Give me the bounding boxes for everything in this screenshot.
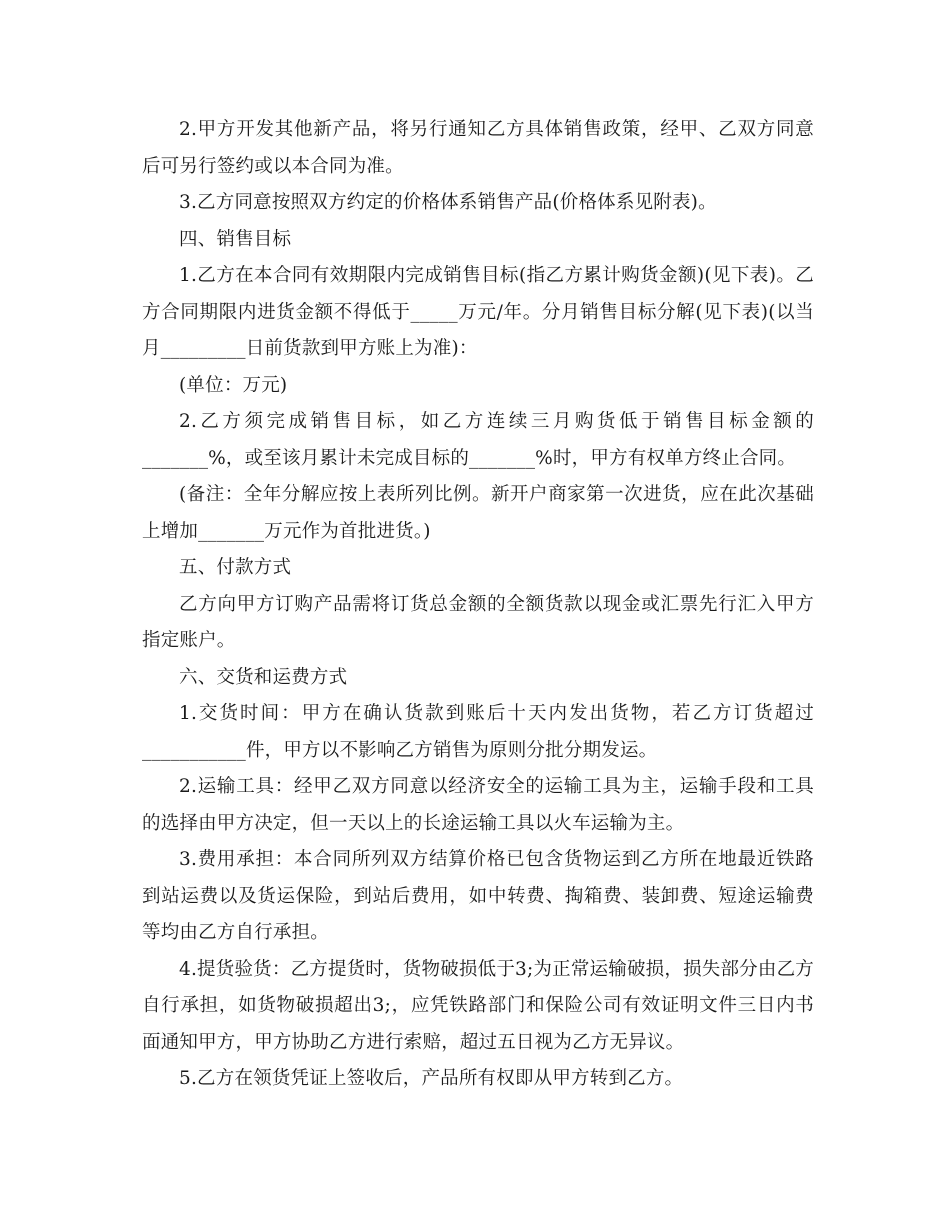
paragraph-sales-target-1: 1.乙方在本合同有效期限内完成销售目标(指乙方累计购货金额)(见下表)。乙方合同期限内进货金额不得低于_____万元/年。分月销售目标分解(见下表)(以当月_________日前货款到甲方账上为准)：	[142, 265, 814, 359]
paragraph-sales-target-2: 2.乙方须完成销售目标，如乙方连续三月购货低于销售目标金额的_______%，或至该月累计未完成目标的_______%时，甲方有权单方终止合同。	[142, 411, 814, 469]
paragraph-inspection: 4.提货验货：乙方提货时，货物破损低于3;为正常运输破损，损失部分由乙方自行承担，如货物破损超出3;，应凭铁路部门和保险公司有效证明文件三日内书面通知甲方，甲方协助乙方进行索赔，超过五日视为乙方无异议。	[142, 958, 814, 1053]
paragraph-transport-tools: 2.运输工具：经甲乙双方同意以经济安全的运输工具为主，运输手段和工具的选择由甲方决定，但一天以上的长途运输工具以火车运输为主。	[142, 776, 814, 834]
document-page	[142, 112, 814, 1098]
paragraph-payment: 乙方向甲方订购产品需将订货总金额的全额货款以现金或汇票先行汇入甲方指定账户。	[142, 593, 814, 651]
paragraph-remark: (备注：全年分解应按上表所列比例。新开户商家第一次进货，应在此次基础上增加_______万元作为首批进货。)	[142, 484, 814, 542]
paragraph-price-system: 3.乙方同意按照双方约定的价格体系销售产品(价格体系见附表)。	[179, 192, 717, 213]
section-heading-sales-target: 四、销售目标	[179, 228, 292, 250]
paragraph-unit-note: (单位：万元)	[179, 374, 288, 396]
paragraph-delivery-time: 1.交货时间：甲方在确认货款到账后十天内发出货物，若乙方订货超过___________件，甲方以不影响乙方销售为原则分批分期发运。	[142, 703, 814, 761]
paragraph-cost-bearing: 3.费用承担：本合同所列双方结算价格已包含货物运到乙方所在地最近铁路到站运费以及货运保险，到站后费用，如中转费、掏箱费、装卸费、短途运输费等均由乙方自行承担。	[142, 849, 814, 943]
section-heading-delivery: 六、交货和运费方式	[179, 666, 348, 688]
paragraph-new-products: 2.甲方开发其他新产品，将另行通知乙方具体销售政策，经甲、乙双方同意后可另行签约或以本合同为准。	[142, 119, 814, 177]
section-heading-payment: 五、付款方式	[179, 557, 292, 578]
paragraph-ownership: 5.乙方在领货凭证上签收后，产品所有权即从甲方转到乙方。	[179, 1068, 684, 1089]
